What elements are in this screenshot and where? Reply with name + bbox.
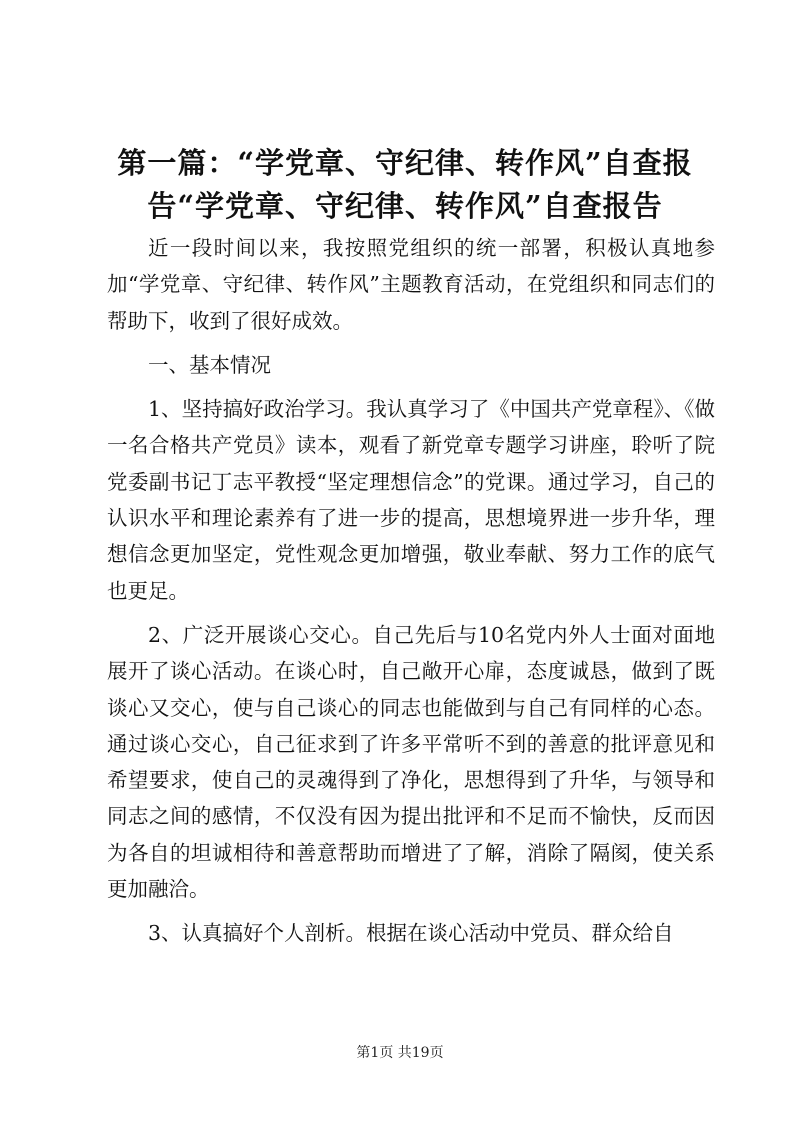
- document-body: [107, 230, 715, 960]
- paragraph-heart-to-heart-talks: 2、广泛开展谈心交心。自己先后与10名党内外人士面对面地展开了谈心活动。在谈心时，自己敞开心扉，态度诚恳，做到了既谈心又交心，使与自己谈心的同志也能做到与自己有同样的心态。通过谈心交心，自己征求到了许多平常听不到的善意的批评意见和希望要求，使自己的灵魂得到了净化，思想得到了升华，与领导和同志之间的感情，不仅没有因为提出批评和不足而不愉快，反而因为各自的坦诚相待和善意帮助而增进了了解，消除了隔阂，使关系更加融洽。: [107, 622, 715, 902]
- document-title: 第一篇：“学党章、守纪律、转作风”自查报告“学党章、守纪律、转作风”自查报告: [117, 146, 693, 223]
- paragraph-intro: 近一段时间以来，我按照党组织的统一部署，积极认真地参加“学党章、守纪律、转作风”主题教育活动，在党组织和同志们的帮助下，收到了很好成效。: [107, 236, 715, 333]
- paragraph-political-study: 1、坚持搞好政治学习。我认真学习了《中国共产党章程》、《做一名合格共产党员》读本，观看了新党章专题学习讲座，聆听了院党委副书记丁志平教授“坚定理想信念”的党课。通过学习，自己的认识水平和理论素养有了进一步的提高，思想境界进一步升华，理想信念更加坚定，党性观念更加增强，敬业奉献、努力工作的底气也更足。: [107, 397, 715, 603]
- page-number-footer: 第1页 共19页: [356, 1045, 444, 1061]
- section-heading-basic-situation: 一、基本情况: [148, 352, 271, 377]
- paragraph-self-analysis: 3、认真搞好个人剖析。根据在谈心活动中党员、群众给自: [148, 921, 674, 946]
